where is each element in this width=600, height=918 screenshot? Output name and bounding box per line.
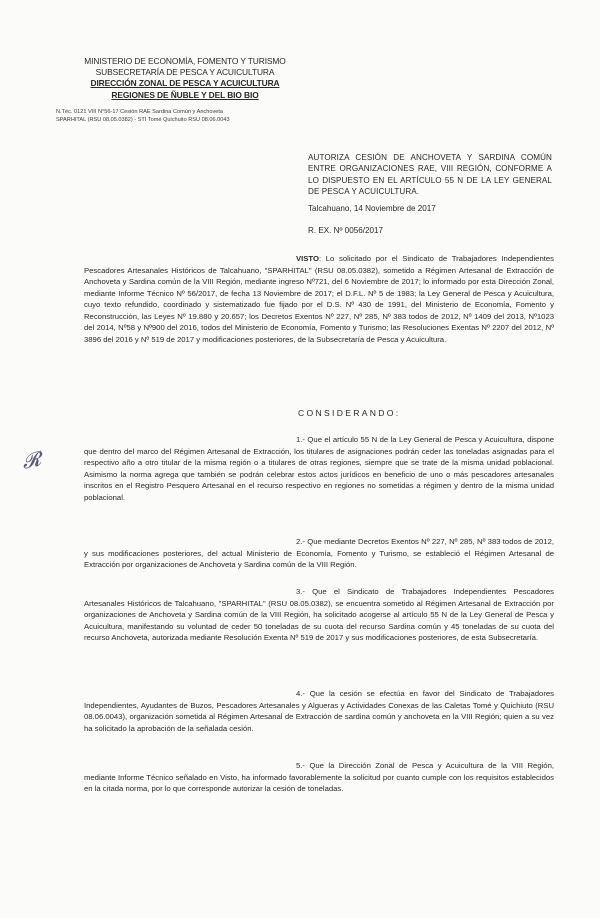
visto-paragraph	[84, 253, 554, 345]
resolution-number: R. EX. Nº 0056/2017	[308, 226, 383, 235]
considerando-item: 5.- Que la Dirección Zonal de Pesca y Acuicultura de la VIII Región, mediante Informe Técnico señalado en Visto, ha informado favorablemente la solicitud por cuanto cumple con los requisitos establecidos en la citada norma, por lo que corresponde autorizar la cesión de toneladas.	[84, 761, 554, 793]
reference-line: N.Téc. 0121 VIII N°56-17 Cesión RAE Sardina Común y Anchoveta	[56, 109, 224, 115]
direccion-zonal-name: DIRECCIÓN ZONAL DE PESCA Y ACUICULTURA	[90, 78, 280, 89]
reference-line: SPARHITAL (RSU 08.05.0382) - STI Tomé Quichuito RSU 08.06.0043	[56, 117, 230, 123]
considerando-heading: CONSIDERANDO:	[298, 408, 401, 418]
considerando-item: 3.- Que el Sindicato de Trabajadores Independientes Pescadores Artesanales Históricos de Talcahuano, "SPARHITAL" (RSU 08.05.0382), se encuentra sometido al Régimen Artesanal de Extracción por organizaciones de Anchoveta y Sardina común de la VIII Región, ha solicitado acogerse al artículo 55 N de la Ley General de Pesca y Acuicultura, manifestando su voluntad de ceder 50 toneladas de su cuota del recurso Sardina común y 45 toneladas de su cuota del recurso Anchoveta, autorizada mediante Resolución Exenta Nº 519 de 2017 y sus modificaciones posteriores, de esta Subsecretaría.	[84, 587, 554, 642]
considerando-item: 1.- Que el artículo 55 N de la Ley General de Pesca y Acuicultura, dispone que dentro del marco del Régimen Artesanal de Extracción, los titulares de asignaciones podrán ceder las toneladas asignadas para el respectivo año a otro titular de la misma región o a titulares de otras regiones, siempre que se trate de la misma unidad poblacional. Asimismo la norma agrega que también se podrán celebrar estos actos jurídicos en beneficio de uno o más pescadores artesanales inscritos en el Registro Pesquero Artesanal en el recurso respectivo en regiones no sometidas a régimen y dentro de la misma unidad poblacional.	[84, 435, 554, 502]
considerando-item: 2.- Que mediante Decretos Exentos Nº 227, Nº 285, Nº 383 todos de 2012, y sus modificaciones posteriores, del actual Ministerio de Economía, Fomento y Turismo, se estableció el Régimen Artesanal de Extracción por organizaciones de Anchoveta y Sardina común de la VIII Región.	[84, 537, 554, 569]
ministry-name: MINISTERIO DE ECONOMÍA, FOMENTO Y TURISMO	[84, 56, 286, 66]
subject-block: AUTORIZA CESIÓN DE ANCHOVETA Y SARDINA COMÚN ENTRE ORGANIZACIONES RAE, VIII REGIÓN, CONFORME A LO DISPUESTO EN EL ARTÍCULO 55 N DE LA LEY GENERAL DE PESCA Y ACUICULTURA.	[308, 153, 552, 197]
reference-lines	[56, 108, 230, 124]
subsecretaria-name: SUBSECRETARÍA DE PESCA Y ACUICULTURA	[95, 67, 275, 78]
regions-name: REGIONES DE ÑUBLE Y DEL BIO BIO	[111, 89, 259, 100]
letterhead	[60, 56, 310, 101]
visto-text: : Lo solicitado por el Sindicato de Trabajadores Independientes Pescadores Artesanales Históricos de Talcahuano, "SPARHITAL" (RSU 08.05.0382), sometido a Régimen Artesanal de Extracción de Anchoveta y Sardina común de la VIII Región, mediante ingreso Nº721, del 6 Noviembre de 2017; lo informado por esta Dirección Zonal, mediante Informe Técnico Nº 56/2017, de fecha 13 Noviembre de 2017; el D.F.L. Nº 5 de 1983; la Ley General de Pesca y Acuicultura, cuyo texto refundido, coordinado y sistematizado fue fijado por el D.S. Nº 430 de 1991, del Ministerio de Economía, Fomento y Reconstrucción, las Leyes Nº 19.880 y 20.657; los Decretos Exentos Nº 227, Nº 285, Nº 383 todos de 2012, Nº 1409 del 2013, Nº1023 del 2014, Nº58 y Nº900 del 2016, todos del Ministerio de Economía, Fomento y Turismo; las Resoluciones Exentas Nº 2207 del 2012, Nº 3896 del 2016 y Nº 519 de 2017 y modificaciones posteriores, de la Subsecretaría de Pesca y Acuicultura.	[84, 254, 554, 344]
visto-label: VISTO	[296, 254, 319, 263]
document-date: Talcahuano, 14 Noviembre de 2017	[308, 204, 436, 213]
handwritten-initial: 𝓡	[19, 446, 43, 474]
considerando-item: 4.- Que la cesión se efectúa en favor del Sindicato de Trabajadores Independientes, Ayudantes de Buzos, Pescadores Artesanales y Algueras y Actividades Conexas de las Caletas Tomé y Quichiuto (RSU 08.06.0043), organización sometida al Régimen Artesanal de Extracción de sardina común y anchoveta en la VIII Región; quien a su vez ha solicitado la aprobación de la señalada cesión.	[84, 689, 554, 733]
